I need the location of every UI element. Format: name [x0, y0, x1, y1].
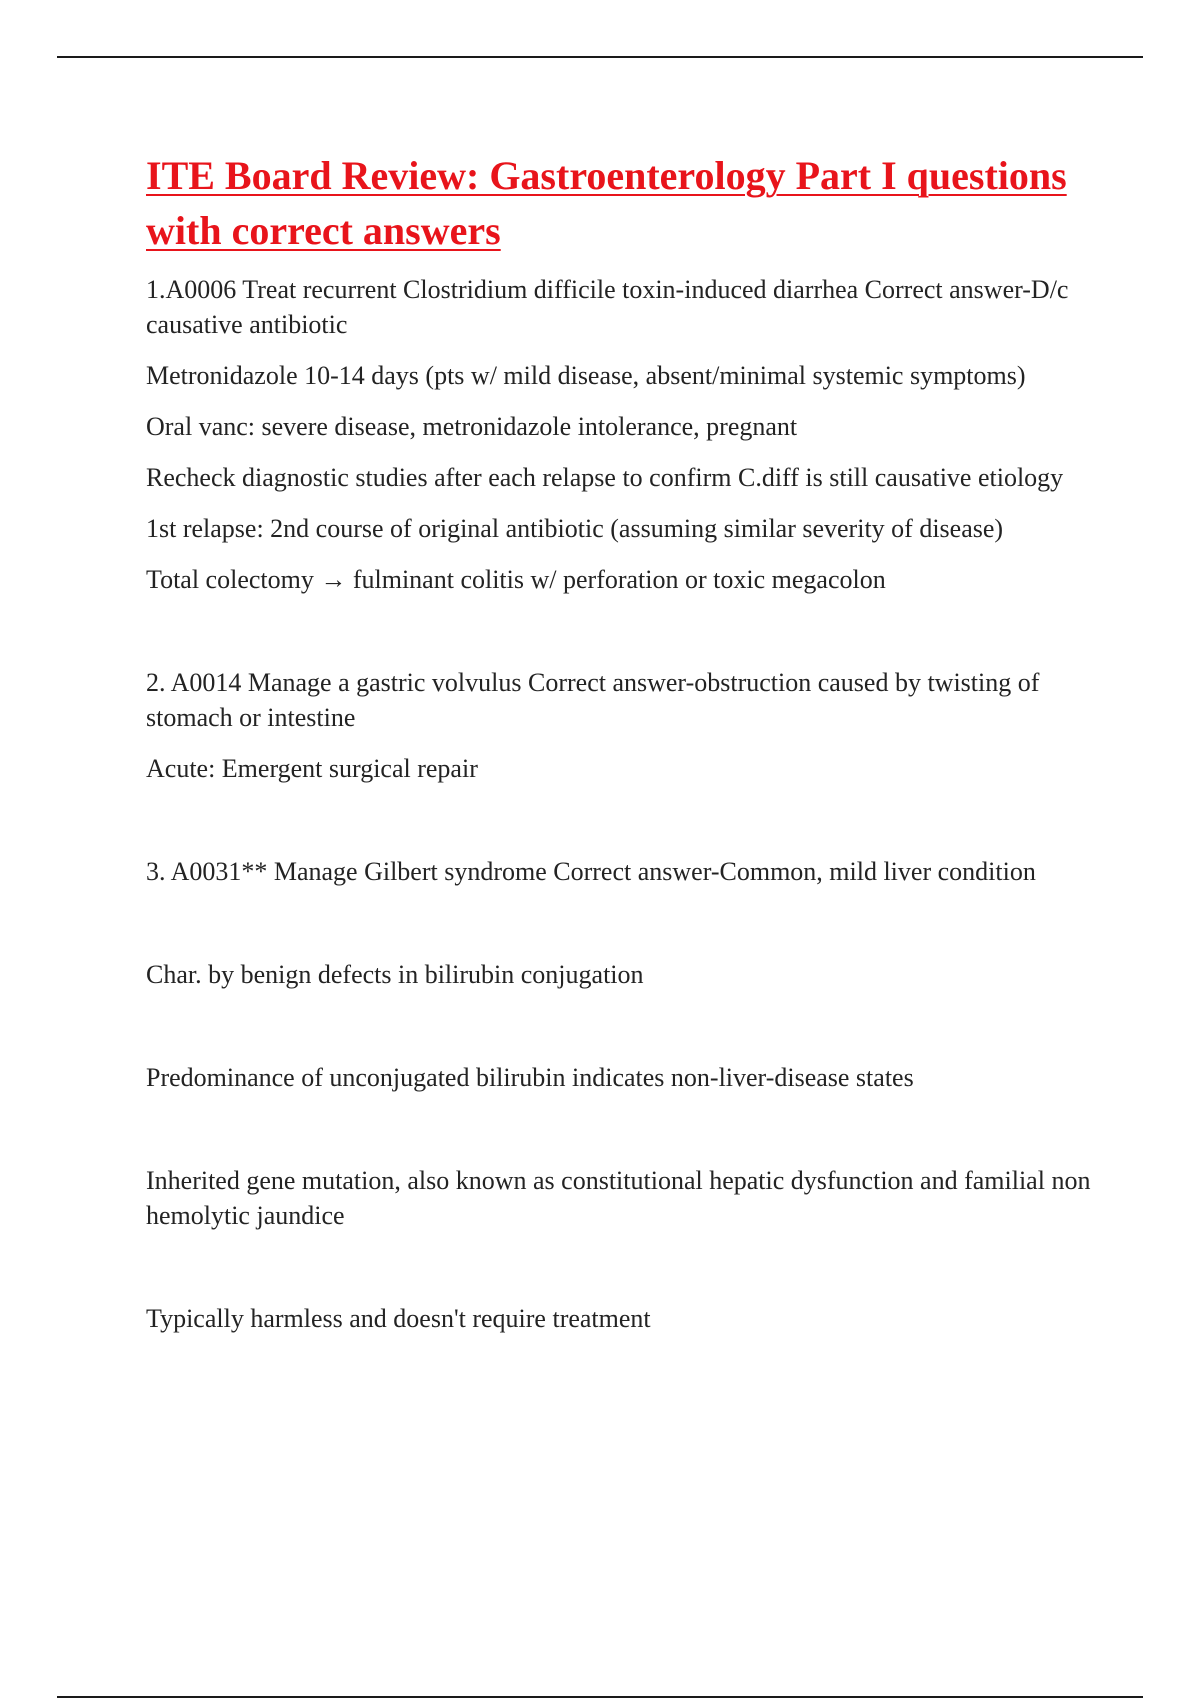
question-2-text: 2. A0014 Manage a gastric volvulus Correct answer-obstruction caused by twisting of stomach or intestine	[146, 668, 1040, 732]
question-1-detail: Oral vanc: severe disease, metronidazole intolerance, pregnant	[146, 412, 798, 441]
question-2-detail: Acute: Emergent surgical repair	[146, 754, 478, 783]
question-1-detail: Recheck diagnostic studies after each relapse to confirm C.diff is still causative etiology	[146, 463, 1064, 492]
document-title: ITE Board Review: Gastroenterology Part I questions with correct answers	[146, 153, 1067, 253]
question-1-detail: Total colectomy → fulminant colitis w/ perforation or toxic megacolon	[146, 565, 886, 594]
question-1-detail: 1st relapse: 2nd course of original antibiotic (assuming similar severity of disease)	[146, 514, 1004, 543]
header-rule	[57, 56, 1143, 58]
question-3-detail: Predominance of unconjugated bilirubin indicates non-liver-disease states	[146, 1063, 914, 1092]
question-1-text: 1.A0006 Treat recurrent Clostridium difficile toxin-induced diarrhea Correct answer-D/c causative antibiotic	[146, 275, 1069, 339]
question-3-detail: Inherited gene mutation, also known as constitutional hepatic dysfunction and familial non hemolytic jaundice	[146, 1166, 1091, 1230]
document-body	[146, 148, 1106, 1336]
question-3-detail: Char. by benign defects in bilirubin conjugation	[146, 960, 644, 989]
footer-rule	[57, 1696, 1143, 1698]
question-3-text: 3. A0031** Manage Gilbert syndrome Correct answer-Common, mild liver condition	[146, 857, 1036, 886]
question-1-detail: Metronidazole 10-14 days (pts w/ mild disease, absent/minimal systemic symptoms)	[146, 361, 1026, 390]
question-3-detail: Typically harmless and doesn't require treatment	[146, 1304, 651, 1333]
